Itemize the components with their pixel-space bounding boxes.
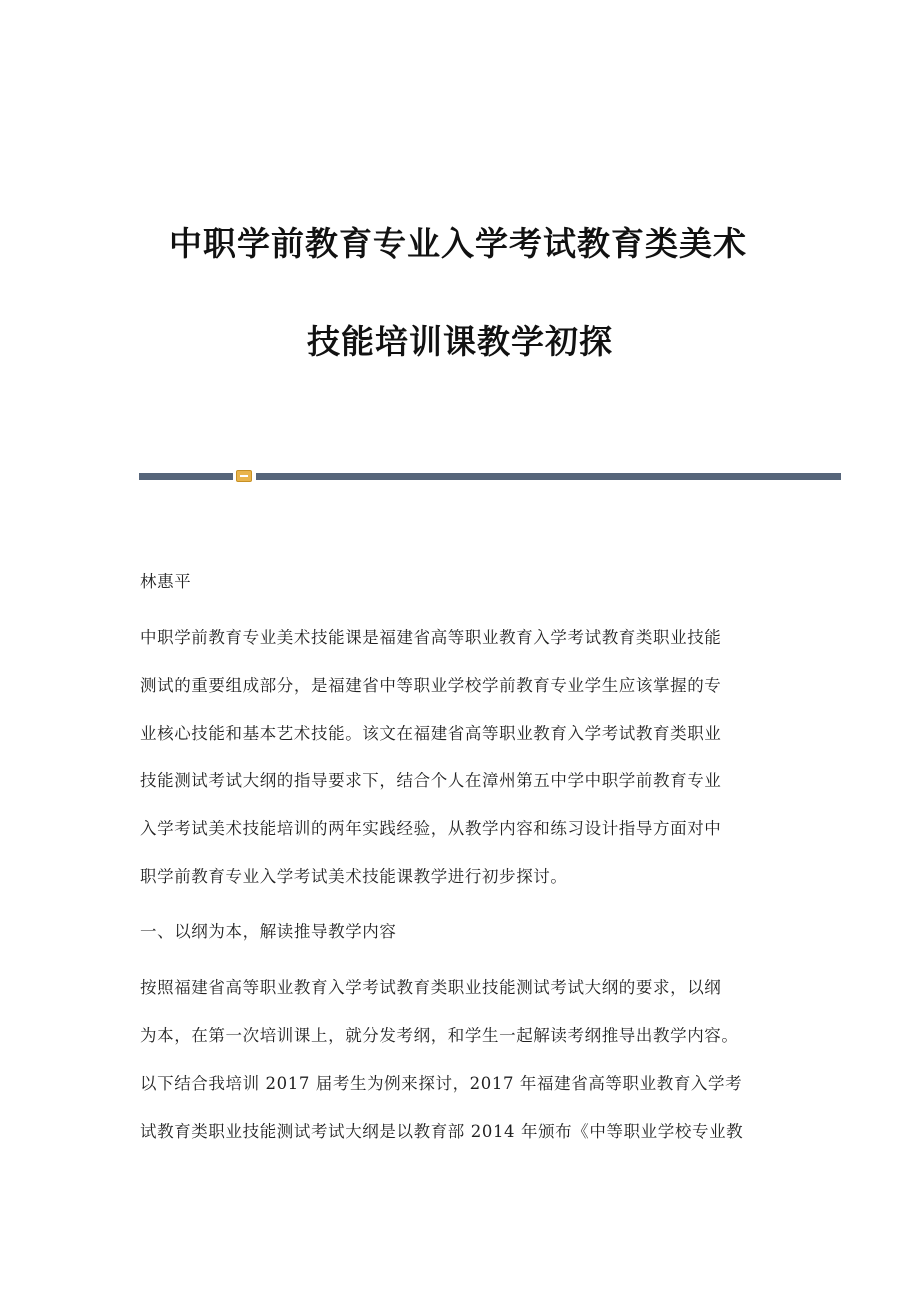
- section-line: 按照福建省高等职业教育入学考试教育类职业技能测试考试大纲的要求，以纲: [140, 978, 722, 997]
- author-name: 林惠平: [140, 572, 192, 591]
- title-divider: [139, 470, 841, 482]
- section-line: 试教育类职业技能测试考试大纲是以教育部 2014 年颁布《中等职业学校专业教: [140, 1122, 744, 1141]
- abstract-line: 技能测试考试大纲的指导要求下，结合个人在漳州第五中学中职学前教育专业: [140, 771, 722, 790]
- abstract-line: 中职学前教育专业美术技能课是福建省高等职业教育入学考试教育类职业技能: [140, 628, 722, 647]
- abstract-line: 测试的重要组成部分，是福建省中等职业学校学前教育专业学生应该掌握的专: [140, 676, 722, 695]
- abstract-line: 入学考试美术技能培训的两年实践经验，从教学内容和练习设计指导方面对中: [140, 819, 722, 838]
- section-line: 为本，在第一次培训课上，就分发考纲，和学生一起解读考纲推导出教学内容。: [140, 1026, 739, 1045]
- document-icon: [236, 470, 252, 482]
- section-heading: 一、以纲为本，解读推导教学内容: [140, 922, 397, 941]
- abstract-line: 业核心技能和基本艺术技能。该文在福建省高等职业教育入学考试教育类职业: [140, 724, 722, 743]
- title-line-2: 技能培训课教学初探: [307, 322, 613, 361]
- abstract-line: 职学前教育专业入学考试美术技能课教学进行初步探讨。: [140, 867, 568, 886]
- divider-bar-right: [256, 473, 841, 480]
- section-line: 以下结合我培训 2017 届考生为例来探讨，2017 年福建省高等职业教育入学考: [140, 1074, 743, 1093]
- divider-bar-left: [139, 473, 233, 480]
- title-line-1: 中职学前教育专业入学考试教育类美术: [169, 224, 747, 263]
